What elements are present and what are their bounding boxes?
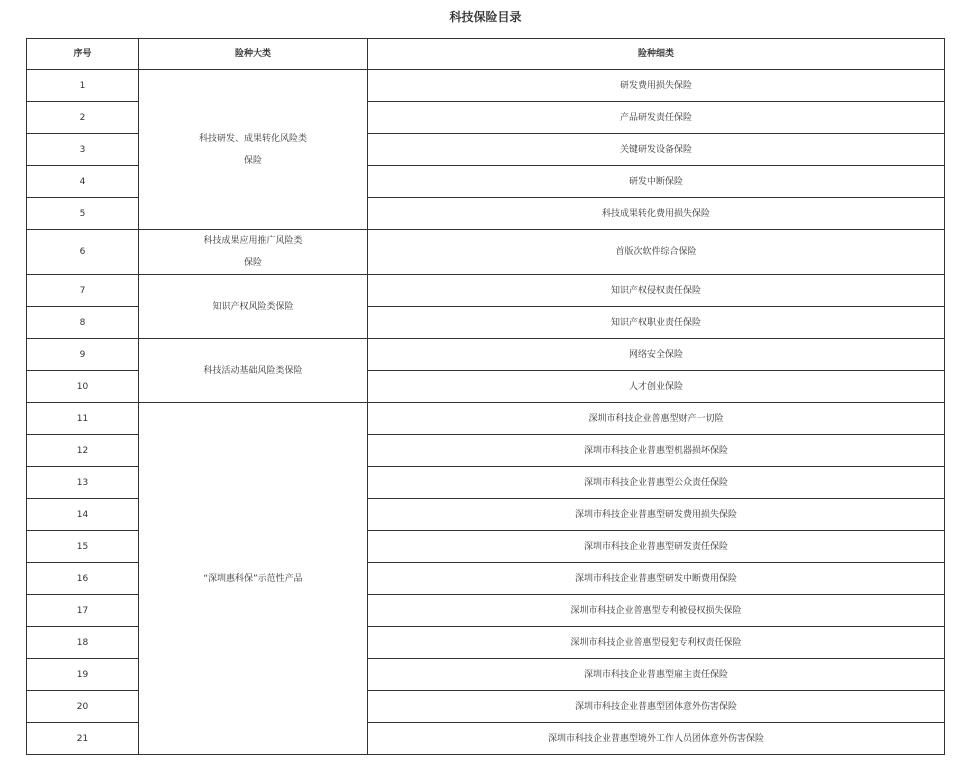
header-category: 险种大类 <box>139 39 368 70</box>
row-number: 17 <box>27 595 139 627</box>
row-number: 2 <box>27 102 139 134</box>
row-number: 12 <box>27 435 139 467</box>
category-label-line1: “深圳惠科保”示范性产品 <box>203 573 303 584</box>
category-cell <box>139 70 368 230</box>
item-cell: 深圳市科技企业普惠型侵犯专利权责任保险 <box>368 627 945 659</box>
table-row <box>27 339 945 371</box>
row-number: 20 <box>27 691 139 723</box>
table-row <box>27 275 945 307</box>
category-label-line1: 科技成果应用推广风险类 <box>203 236 303 246</box>
row-number: 5 <box>27 198 139 230</box>
row-number: 6 <box>27 230 139 275</box>
item-cell: 深圳市科技企业普惠型公众责任保险 <box>368 467 945 499</box>
page-title: 科技保险目录 <box>449 10 522 24</box>
category-cell <box>139 403 368 755</box>
table-row <box>27 70 945 102</box>
row-number: 1 <box>27 70 139 102</box>
item-cell: 知识产权侵权责任保险 <box>368 275 945 307</box>
table-header-row <box>27 39 945 70</box>
row-number: 11 <box>27 403 139 435</box>
row-number: 15 <box>27 531 139 563</box>
item-cell: 产品研发责任保险 <box>368 102 945 134</box>
category-cell <box>139 339 368 403</box>
item-cell: 深圳市科技企业普惠型机器损坏保险 <box>368 435 945 467</box>
header-no: 序号 <box>27 39 139 70</box>
category-cell <box>139 230 368 275</box>
category-label-line2: 保险 <box>243 155 262 166</box>
row-number: 7 <box>27 275 139 307</box>
row-number: 10 <box>27 371 139 403</box>
row-number: 9 <box>27 339 139 371</box>
item-cell: 深圳市科技企业普惠型雇主责任保险 <box>368 659 945 691</box>
item-cell: 关键研发设备保险 <box>368 134 945 166</box>
row-number: 4 <box>27 166 139 198</box>
row-number: 3 <box>27 134 139 166</box>
row-number: 8 <box>27 307 139 339</box>
item-cell: 知识产权职业责任保险 <box>368 307 945 339</box>
table-row <box>27 230 945 275</box>
table-body <box>27 70 945 755</box>
row-number: 14 <box>27 499 139 531</box>
item-cell: 深圳市科技企业普惠型团体意外伤害保险 <box>368 691 945 723</box>
item-cell: 首版次软件综合保险 <box>368 230 945 275</box>
category-label-line1: 科技研发、成果转化风险类 <box>198 133 307 144</box>
item-cell: 深圳市科技企业普惠型专利被侵权损失保险 <box>368 595 945 627</box>
insurance-catalog-table <box>26 38 945 755</box>
row-number: 13 <box>27 467 139 499</box>
category-label-line1: 科技活动基础风险类保险 <box>203 365 303 376</box>
row-number: 16 <box>27 563 139 595</box>
item-cell: 科技成果转化费用损失保险 <box>368 198 945 230</box>
row-number: 19 <box>27 659 139 691</box>
item-cell: 网络安全保险 <box>368 339 945 371</box>
item-cell: 深圳市科技企业普惠型研发中断费用保险 <box>368 563 945 595</box>
item-cell: 深圳市科技企业普惠型研发责任保险 <box>368 531 945 563</box>
item-cell: 人才创业保险 <box>368 371 945 403</box>
item-cell: 研发中断保险 <box>368 166 945 198</box>
item-cell: 深圳市科技企业普惠型财产一切险 <box>368 403 945 435</box>
table-row <box>27 403 945 435</box>
category-cell <box>139 275 368 339</box>
row-number: 18 <box>27 627 139 659</box>
item-cell: 深圳市科技企业普惠型研发费用损失保险 <box>368 499 945 531</box>
category-label-line2: 保险 <box>243 258 262 268</box>
item-cell: 研发费用损失保险 <box>368 70 945 102</box>
header-item: 险种细类 <box>368 39 945 70</box>
row-number: 21 <box>27 723 139 755</box>
category-label-line1: 知识产权风险类保险 <box>212 301 294 312</box>
item-cell: 深圳市科技企业普惠型境外工作人员团体意外伤害保险 <box>368 723 945 755</box>
